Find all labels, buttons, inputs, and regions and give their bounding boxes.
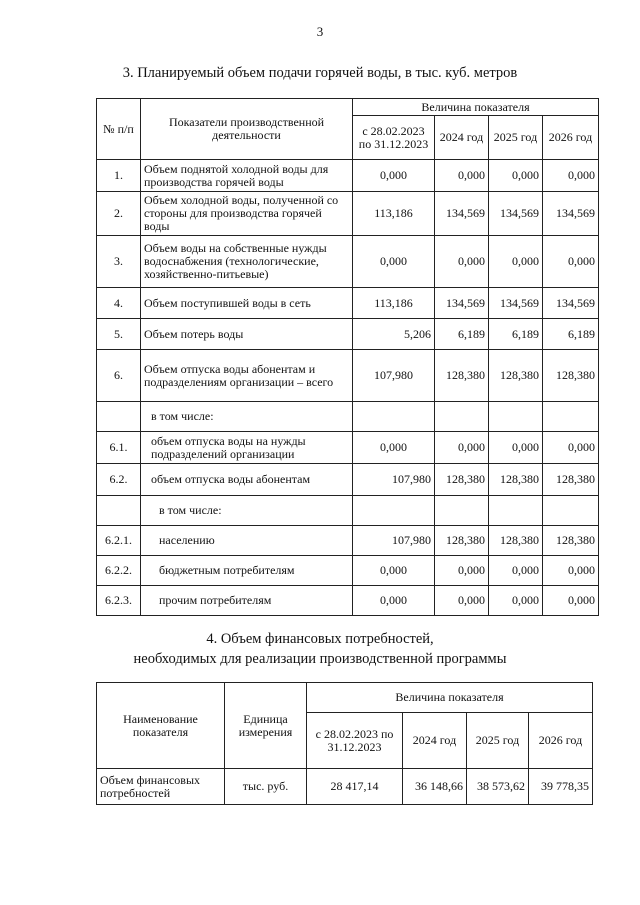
- row-value: [435, 496, 489, 526]
- col-header-name: Наименование показателя: [97, 683, 225, 769]
- row-name: Объем поступившей воды в сеть: [141, 288, 353, 319]
- row-value: [543, 402, 599, 432]
- row-num: 3.: [97, 236, 141, 288]
- table-row: [97, 236, 599, 288]
- row-num: 6.: [97, 350, 141, 402]
- row-name: объем отпуска воды абонентам: [141, 464, 353, 496]
- col-header-value-group: Величина показателя: [353, 99, 599, 116]
- row-value: 128,380: [543, 526, 599, 556]
- row-value: 134,569: [435, 192, 489, 236]
- row-value: 0,000: [543, 160, 599, 192]
- row-value: 128,380: [543, 464, 599, 496]
- row-value: 0,000: [435, 586, 489, 616]
- row-name: в том числе:: [141, 402, 353, 432]
- row-value: [489, 402, 543, 432]
- row-value: 0,000: [435, 432, 489, 464]
- col-header-unit: Единица измерения: [225, 683, 307, 769]
- row-name: населению: [141, 526, 353, 556]
- row-value: [353, 402, 435, 432]
- table-row: [97, 160, 599, 192]
- row-value: 0,000: [489, 160, 543, 192]
- row-value: 0,000: [489, 236, 543, 288]
- table-row: [97, 769, 593, 805]
- table-row: [97, 556, 599, 586]
- table-row: [97, 288, 599, 319]
- row-value: 0,000: [353, 160, 435, 192]
- row-num: 6.2.3.: [97, 586, 141, 616]
- row-value: 134,569: [489, 288, 543, 319]
- row-value: [543, 496, 599, 526]
- row-value: 107,980: [353, 350, 435, 402]
- table-row: [97, 192, 599, 236]
- col-header-value-group: Величина показателя: [307, 683, 593, 713]
- row-value: 0,000: [543, 236, 599, 288]
- row-num: 6.1.: [97, 432, 141, 464]
- row-value: [489, 496, 543, 526]
- row-value: 6,189: [489, 319, 543, 350]
- row-name: Объем финансовых потребностей: [97, 769, 225, 805]
- row-value: 128,380: [489, 464, 543, 496]
- row-num: 5.: [97, 319, 141, 350]
- table-row: [97, 402, 599, 432]
- col-header-num: № п/п: [97, 99, 141, 160]
- row-value: 134,569: [489, 192, 543, 236]
- row-value: 0,000: [353, 236, 435, 288]
- table-row: [97, 526, 599, 556]
- table-row: [97, 464, 599, 496]
- row-name: бюджетным потребителям: [141, 556, 353, 586]
- row-value: 0,000: [353, 586, 435, 616]
- financial-needs-table: [96, 682, 593, 805]
- table-row: [97, 432, 599, 464]
- col-header-2026: 2026 год: [529, 713, 593, 769]
- row-value: 0,000: [489, 586, 543, 616]
- row-value: 6,189: [543, 319, 599, 350]
- row-value: 128,380: [435, 526, 489, 556]
- col-header-2026: 2026 год: [543, 116, 599, 160]
- row-value: 5,206: [353, 319, 435, 350]
- row-value: 113,186: [353, 192, 435, 236]
- row-value: 0,000: [435, 160, 489, 192]
- col-header-period: с 28.02.2023 по 31.12.2023: [353, 116, 435, 160]
- section4-title-line1: 4. Объем финансовых потребностей,: [206, 631, 434, 647]
- row-name: Объем холодной воды, полученной со стороны для производства горячей воды: [141, 192, 353, 236]
- row-num: 6.2.: [97, 464, 141, 496]
- row-value: [435, 402, 489, 432]
- row-num: 4.: [97, 288, 141, 319]
- row-num: [97, 496, 141, 526]
- row-value: 134,569: [435, 288, 489, 319]
- row-name: прочим потребителям: [141, 586, 353, 616]
- table-header-row: [97, 99, 599, 116]
- row-value: 128,380: [435, 350, 489, 402]
- row-name: Объем поднятой холодной воды для производства горячей воды: [141, 160, 353, 192]
- row-value: 107,980: [353, 464, 435, 496]
- row-value: 107,980: [353, 526, 435, 556]
- row-value: 0,000: [353, 556, 435, 586]
- row-value: 128,380: [489, 350, 543, 402]
- row-num: 2.: [97, 192, 141, 236]
- row-name: Объем отпуска воды абонентам и подразделениям организации – всего: [141, 350, 353, 402]
- row-value: 0,000: [489, 432, 543, 464]
- row-value: 38 573,62: [467, 769, 529, 805]
- row-unit: тыс. руб.: [225, 769, 307, 805]
- row-value: 0,000: [435, 236, 489, 288]
- col-header-2025: 2025 год: [489, 116, 543, 160]
- row-value: 128,380: [435, 464, 489, 496]
- row-value: 36 148,66: [403, 769, 467, 805]
- page-number: 3: [316, 24, 324, 39]
- section4-title-line2: необходимых для реализации производственной программы: [133, 651, 507, 667]
- row-value: 134,569: [543, 192, 599, 236]
- row-name: Объем потерь воды: [141, 319, 353, 350]
- col-header-2024: 2024 год: [435, 116, 489, 160]
- col-header-2025: 2025 год: [467, 713, 529, 769]
- row-value: 28 417,14: [307, 769, 403, 805]
- water-supply-table: [96, 98, 599, 616]
- table-row: [97, 350, 599, 402]
- row-value: 113,186: [353, 288, 435, 319]
- row-value: 6,189: [435, 319, 489, 350]
- row-value: 0,000: [543, 556, 599, 586]
- row-value: 0,000: [435, 556, 489, 586]
- row-num: [97, 402, 141, 432]
- table-header-row: [97, 683, 593, 713]
- row-value: 0,000: [543, 586, 599, 616]
- row-value: 128,380: [543, 350, 599, 402]
- row-name: в том числе:: [141, 496, 353, 526]
- section3-title: 3. Планируемый объем подачи горячей воды, в тыс. куб. метров: [122, 65, 518, 81]
- row-value: 0,000: [543, 432, 599, 464]
- row-value: [353, 496, 435, 526]
- table-row: [97, 586, 599, 616]
- table-row: [97, 319, 599, 350]
- row-num: 1.: [97, 160, 141, 192]
- row-value: 128,380: [489, 526, 543, 556]
- table-row: [97, 496, 599, 526]
- row-num: 6.2.2.: [97, 556, 141, 586]
- row-name: объем отпуска воды на нужды подразделений организации: [141, 432, 353, 464]
- row-value: 0,000: [353, 432, 435, 464]
- col-header-indicator: Показатели производственной деятельности: [141, 99, 353, 160]
- row-name: Объем воды на собственные нужды водоснабжения (технологические, хозяйственно-питьевые): [141, 236, 353, 288]
- col-header-period: с 28.02.2023 по 31.12.2023: [307, 713, 403, 769]
- col-header-2024: 2024 год: [403, 713, 467, 769]
- row-value: 39 778,35: [529, 769, 593, 805]
- row-value: 134,569: [543, 288, 599, 319]
- row-value: 0,000: [489, 556, 543, 586]
- row-num: 6.2.1.: [97, 526, 141, 556]
